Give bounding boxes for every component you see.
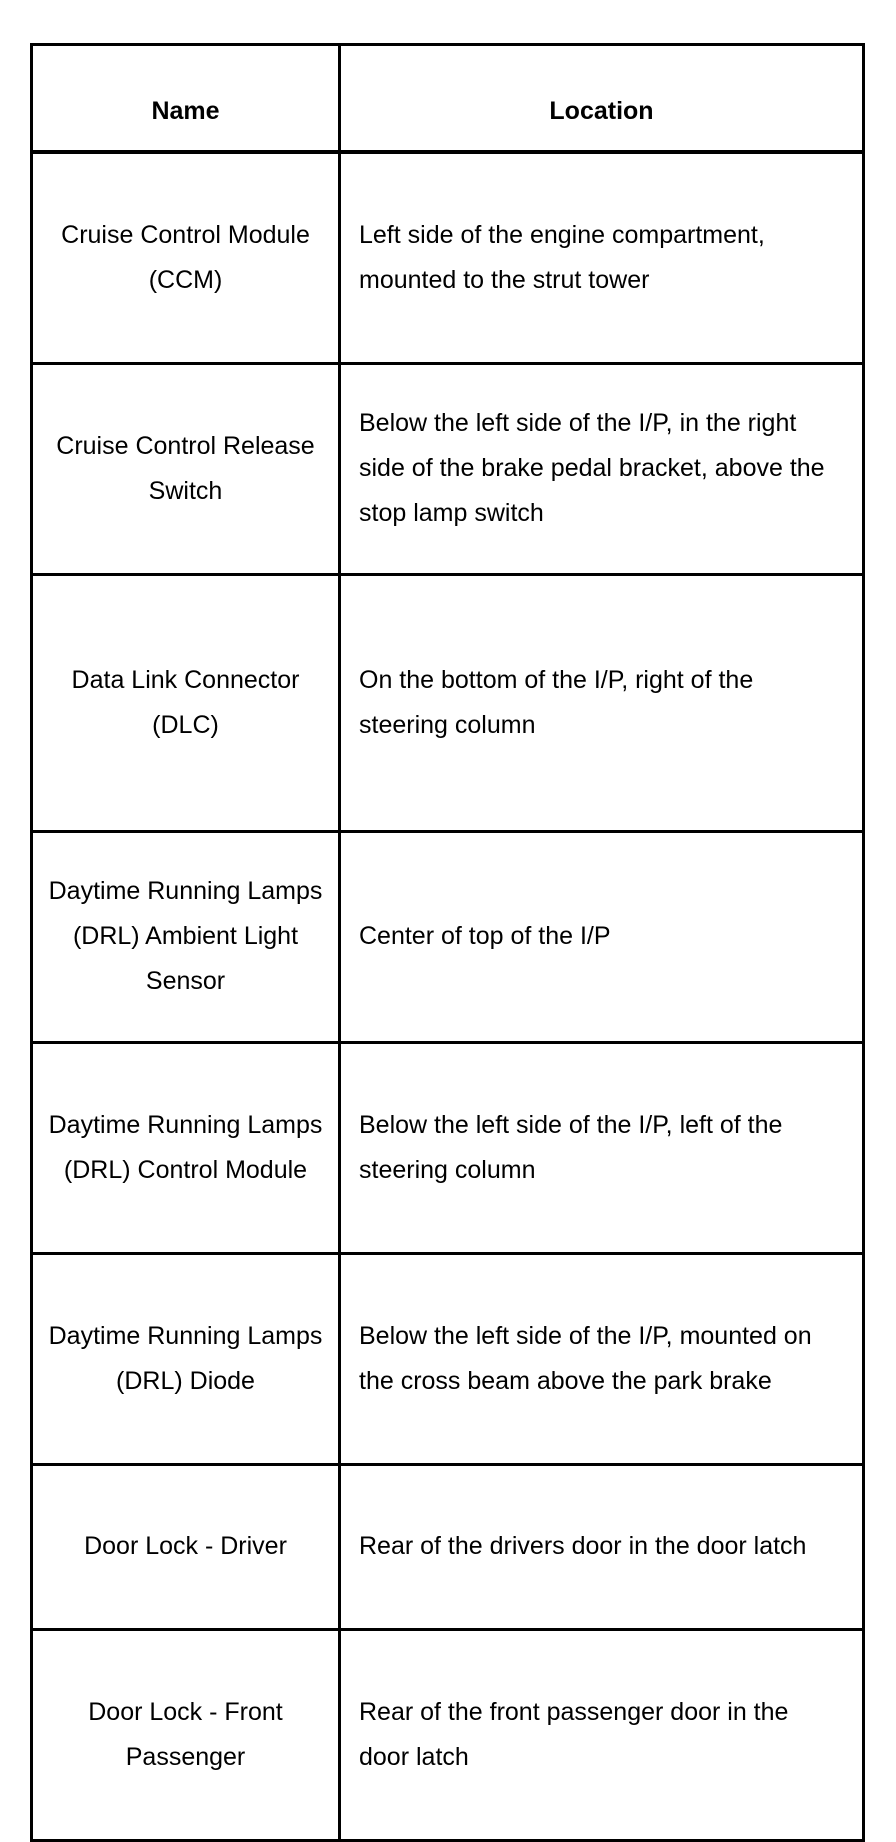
table-row xyxy=(32,1464,864,1629)
row-location-cell: Left side of the engine compartment, mounted to the strut tower xyxy=(340,152,864,364)
row-location-cell: Below the left side of the I/P, left of the steering column xyxy=(340,1042,864,1253)
row-name-cell: Data Link Connector (DLC) xyxy=(32,574,340,831)
row-location-cell: Rear of the drivers door in the door latch xyxy=(340,1464,864,1629)
row-name-cell: Cruise Control Module (CCM) xyxy=(32,152,340,364)
table-row xyxy=(32,363,864,574)
row-location-cell: Center of top of the I/P xyxy=(340,831,864,1042)
row-name-cell: Door Lock - Driver xyxy=(32,1464,340,1629)
column-header-location: Location xyxy=(340,45,864,152)
row-location-cell: Rear of the front passenger door in the door latch xyxy=(340,1629,864,1840)
row-location-cell: Below the left side of the I/P, in the right side of the brake pedal bracket, above the stop lamp switch xyxy=(340,363,864,574)
row-location-cell: Below the left side of the I/P, mounted on the cross beam above the park brake xyxy=(340,1253,864,1464)
table-row xyxy=(32,1629,864,1840)
row-name-cell: Daytime Running Lamps (DRL) Control Module xyxy=(32,1042,340,1253)
row-name-cell: Daytime Running Lamps (DRL) Diode xyxy=(32,1253,340,1464)
table-row xyxy=(32,574,864,831)
table-row xyxy=(32,1253,864,1464)
table-row xyxy=(32,1042,864,1253)
table-row xyxy=(32,152,864,364)
table-header-row xyxy=(32,45,864,152)
component-locations-table xyxy=(30,43,865,1842)
row-name-cell: Daytime Running Lamps (DRL) Ambient Light Sensor xyxy=(32,831,340,1042)
column-header-name: Name xyxy=(32,45,340,152)
row-name-cell: Cruise Control Release Switch xyxy=(32,363,340,574)
row-name-cell: Door Lock - Front Passenger xyxy=(32,1629,340,1840)
table-row xyxy=(32,831,864,1042)
row-location-cell: On the bottom of the I/P, right of the steering column xyxy=(340,574,864,831)
